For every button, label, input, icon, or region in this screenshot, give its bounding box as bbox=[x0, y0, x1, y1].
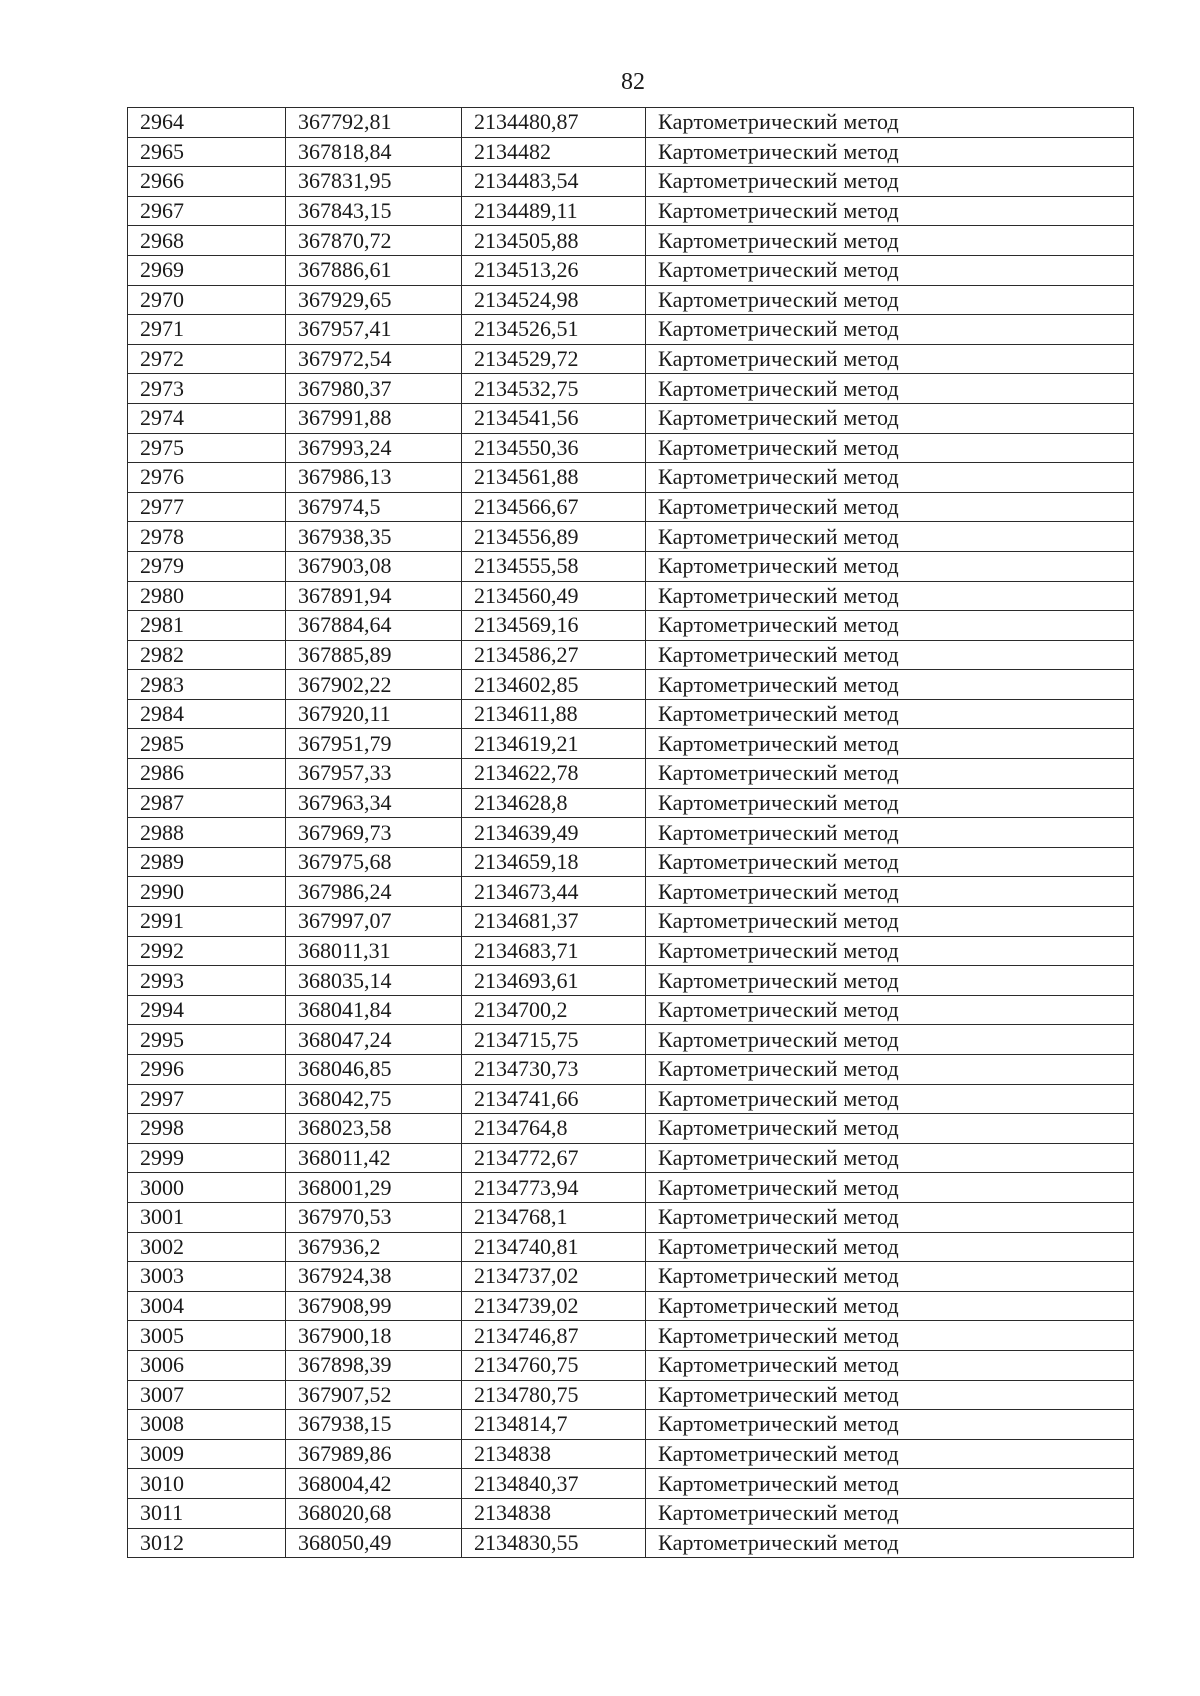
point-number-cell: 2985 bbox=[128, 729, 286, 759]
x-coordinate-cell: 368001,29 bbox=[286, 1173, 462, 1203]
point-number-cell: 2989 bbox=[128, 847, 286, 877]
table-row bbox=[128, 137, 1134, 167]
y-coordinate-cell: 2134541,56 bbox=[462, 403, 646, 433]
y-coordinate-cell: 2134730,73 bbox=[462, 1055, 646, 1085]
table-row bbox=[128, 1410, 1134, 1440]
method-cell: Картометрический метод bbox=[646, 137, 1134, 167]
table-row bbox=[128, 403, 1134, 433]
y-coordinate-cell: 2134619,21 bbox=[462, 729, 646, 759]
table-row bbox=[128, 1528, 1134, 1558]
point-number-cell: 2978 bbox=[128, 522, 286, 552]
x-coordinate-cell: 367989,86 bbox=[286, 1439, 462, 1469]
table-row bbox=[128, 1380, 1134, 1410]
point-number-cell: 3000 bbox=[128, 1173, 286, 1203]
method-cell: Картометрический метод bbox=[646, 1321, 1134, 1351]
method-cell: Картометрический метод bbox=[646, 344, 1134, 374]
table-row bbox=[128, 167, 1134, 197]
y-coordinate-cell: 2134550,36 bbox=[462, 433, 646, 463]
table-row bbox=[128, 433, 1134, 463]
point-number-cell: 2986 bbox=[128, 759, 286, 789]
x-coordinate-cell: 367986,24 bbox=[286, 877, 462, 907]
x-coordinate-cell: 367991,88 bbox=[286, 403, 462, 433]
table-row bbox=[128, 1025, 1134, 1055]
y-coordinate-cell: 2134622,78 bbox=[462, 759, 646, 789]
x-coordinate-cell: 367929,65 bbox=[286, 285, 462, 315]
x-coordinate-cell: 367792,81 bbox=[286, 108, 462, 138]
table-row bbox=[128, 522, 1134, 552]
method-cell: Картометрический метод bbox=[646, 1055, 1134, 1085]
x-coordinate-cell: 367938,35 bbox=[286, 522, 462, 552]
point-number-cell: 2983 bbox=[128, 670, 286, 700]
method-cell: Картометрический метод bbox=[646, 551, 1134, 581]
y-coordinate-cell: 2134740,81 bbox=[462, 1232, 646, 1262]
method-cell: Картометрический метод bbox=[646, 759, 1134, 789]
method-cell: Картометрический метод bbox=[646, 1380, 1134, 1410]
table-row bbox=[128, 226, 1134, 256]
table-row bbox=[128, 1173, 1134, 1203]
x-coordinate-cell: 367907,52 bbox=[286, 1380, 462, 1410]
method-cell: Картометрический метод bbox=[646, 699, 1134, 729]
method-cell: Картометрический метод bbox=[646, 374, 1134, 404]
y-coordinate-cell: 2134840,37 bbox=[462, 1469, 646, 1499]
table-row bbox=[128, 670, 1134, 700]
x-coordinate-cell: 367920,11 bbox=[286, 699, 462, 729]
method-cell: Картометрический метод bbox=[646, 1439, 1134, 1469]
y-coordinate-cell: 2134483,54 bbox=[462, 167, 646, 197]
table-row bbox=[128, 581, 1134, 611]
point-number-cell: 3011 bbox=[128, 1498, 286, 1528]
method-cell: Картометрический метод bbox=[646, 611, 1134, 641]
method-cell: Картометрический метод bbox=[646, 1410, 1134, 1440]
y-coordinate-cell: 2134566,67 bbox=[462, 492, 646, 522]
y-coordinate-cell: 2134693,61 bbox=[462, 966, 646, 996]
point-number-cell: 2982 bbox=[128, 640, 286, 670]
y-coordinate-cell: 2134482 bbox=[462, 137, 646, 167]
point-number-cell: 2973 bbox=[128, 374, 286, 404]
y-coordinate-cell: 2134739,02 bbox=[462, 1291, 646, 1321]
x-coordinate-cell: 367898,39 bbox=[286, 1350, 462, 1380]
table-row bbox=[128, 1498, 1134, 1528]
x-coordinate-cell: 367986,13 bbox=[286, 463, 462, 493]
x-coordinate-cell: 367818,84 bbox=[286, 137, 462, 167]
x-coordinate-cell: 367993,24 bbox=[286, 433, 462, 463]
point-number-cell: 3005 bbox=[128, 1321, 286, 1351]
point-number-cell: 3012 bbox=[128, 1528, 286, 1558]
method-cell: Картометрический метод bbox=[646, 847, 1134, 877]
point-number-cell: 2987 bbox=[128, 788, 286, 818]
table-row bbox=[128, 196, 1134, 226]
table-row bbox=[128, 344, 1134, 374]
x-coordinate-cell: 367902,22 bbox=[286, 670, 462, 700]
point-number-cell: 2988 bbox=[128, 818, 286, 848]
point-number-cell: 2996 bbox=[128, 1055, 286, 1085]
x-coordinate-cell: 368011,31 bbox=[286, 936, 462, 966]
point-number-cell: 2980 bbox=[128, 581, 286, 611]
y-coordinate-cell: 2134838 bbox=[462, 1439, 646, 1469]
y-coordinate-cell: 2134505,88 bbox=[462, 226, 646, 256]
y-coordinate-cell: 2134560,49 bbox=[462, 581, 646, 611]
x-coordinate-cell: 368047,24 bbox=[286, 1025, 462, 1055]
method-cell: Картометрический метод bbox=[646, 463, 1134, 493]
y-coordinate-cell: 2134746,87 bbox=[462, 1321, 646, 1351]
point-number-cell: 2967 bbox=[128, 196, 286, 226]
page-number: 82 bbox=[621, 69, 645, 95]
point-number-cell: 2999 bbox=[128, 1143, 286, 1173]
method-cell: Картометрический метод bbox=[646, 226, 1134, 256]
x-coordinate-cell: 367970,53 bbox=[286, 1202, 462, 1232]
table-row bbox=[128, 492, 1134, 522]
point-number-cell: 3006 bbox=[128, 1350, 286, 1380]
y-coordinate-cell: 2134780,75 bbox=[462, 1380, 646, 1410]
method-cell: Картометрический метод bbox=[646, 818, 1134, 848]
table-row bbox=[128, 1291, 1134, 1321]
point-number-cell: 2998 bbox=[128, 1114, 286, 1144]
table-row bbox=[128, 315, 1134, 345]
x-coordinate-cell: 368020,68 bbox=[286, 1498, 462, 1528]
x-coordinate-cell: 367980,37 bbox=[286, 374, 462, 404]
point-number-cell: 2991 bbox=[128, 907, 286, 937]
method-cell: Картометрический метод bbox=[646, 492, 1134, 522]
table-row bbox=[128, 551, 1134, 581]
table-row bbox=[128, 1232, 1134, 1262]
y-coordinate-cell: 2134628,8 bbox=[462, 788, 646, 818]
point-number-cell: 3009 bbox=[128, 1439, 286, 1469]
y-coordinate-cell: 2134611,88 bbox=[462, 699, 646, 729]
x-coordinate-cell: 367924,38 bbox=[286, 1262, 462, 1292]
x-coordinate-cell: 367843,15 bbox=[286, 196, 462, 226]
method-cell: Картометрический метод bbox=[646, 1469, 1134, 1499]
point-number-cell: 2979 bbox=[128, 551, 286, 581]
table-row bbox=[128, 966, 1134, 996]
table-row bbox=[128, 699, 1134, 729]
x-coordinate-cell: 368042,75 bbox=[286, 1084, 462, 1114]
method-cell: Картометрический метод bbox=[646, 936, 1134, 966]
y-coordinate-cell: 2134768,1 bbox=[462, 1202, 646, 1232]
method-cell: Картометрический метод bbox=[646, 995, 1134, 1025]
x-coordinate-cell: 367936,2 bbox=[286, 1232, 462, 1262]
point-number-cell: 2997 bbox=[128, 1084, 286, 1114]
y-coordinate-cell: 2134683,71 bbox=[462, 936, 646, 966]
y-coordinate-cell: 2134526,51 bbox=[462, 315, 646, 345]
point-number-cell: 2970 bbox=[128, 285, 286, 315]
table-row bbox=[128, 1143, 1134, 1173]
method-cell: Картометрический метод bbox=[646, 788, 1134, 818]
point-number-cell: 2972 bbox=[128, 344, 286, 374]
table-row bbox=[128, 818, 1134, 848]
y-coordinate-cell: 2134556,89 bbox=[462, 522, 646, 552]
y-coordinate-cell: 2134830,55 bbox=[462, 1528, 646, 1558]
x-coordinate-cell: 367951,79 bbox=[286, 729, 462, 759]
table-row bbox=[128, 374, 1134, 404]
method-cell: Картометрический метод bbox=[646, 907, 1134, 937]
table-row bbox=[128, 759, 1134, 789]
x-coordinate-cell: 367903,08 bbox=[286, 551, 462, 581]
table-row bbox=[128, 936, 1134, 966]
table-row bbox=[128, 995, 1134, 1025]
y-coordinate-cell: 2134673,44 bbox=[462, 877, 646, 907]
method-cell: Картометрический метод bbox=[646, 1232, 1134, 1262]
method-cell: Картометрический метод bbox=[646, 167, 1134, 197]
table-row bbox=[128, 729, 1134, 759]
table-row bbox=[128, 1055, 1134, 1085]
table-row bbox=[128, 255, 1134, 285]
x-coordinate-cell: 367957,41 bbox=[286, 315, 462, 345]
point-number-cell: 2992 bbox=[128, 936, 286, 966]
y-coordinate-cell: 2134838 bbox=[462, 1498, 646, 1528]
point-number-cell: 2969 bbox=[128, 255, 286, 285]
x-coordinate-cell: 367891,94 bbox=[286, 581, 462, 611]
x-coordinate-cell: 367957,33 bbox=[286, 759, 462, 789]
method-cell: Картометрический метод bbox=[646, 255, 1134, 285]
method-cell: Картометрический метод bbox=[646, 1025, 1134, 1055]
x-coordinate-cell: 367969,73 bbox=[286, 818, 462, 848]
point-number-cell: 2981 bbox=[128, 611, 286, 641]
x-coordinate-cell: 368004,42 bbox=[286, 1469, 462, 1499]
point-number-cell: 2976 bbox=[128, 463, 286, 493]
method-cell: Картометрический метод bbox=[646, 1291, 1134, 1321]
y-coordinate-cell: 2134561,88 bbox=[462, 463, 646, 493]
x-coordinate-cell: 368035,14 bbox=[286, 966, 462, 996]
point-number-cell: 2974 bbox=[128, 403, 286, 433]
table-row bbox=[128, 788, 1134, 818]
point-number-cell: 2975 bbox=[128, 433, 286, 463]
y-coordinate-cell: 2134737,02 bbox=[462, 1262, 646, 1292]
y-coordinate-cell: 2134586,27 bbox=[462, 640, 646, 670]
method-cell: Картометрический метод bbox=[646, 1262, 1134, 1292]
method-cell: Картометрический метод bbox=[646, 670, 1134, 700]
x-coordinate-cell: 368046,85 bbox=[286, 1055, 462, 1085]
method-cell: Картометрический метод bbox=[646, 640, 1134, 670]
table-row bbox=[128, 640, 1134, 670]
y-coordinate-cell: 2134524,98 bbox=[462, 285, 646, 315]
point-number-cell: 3002 bbox=[128, 1232, 286, 1262]
table-row bbox=[128, 877, 1134, 907]
y-coordinate-cell: 2134659,18 bbox=[462, 847, 646, 877]
point-number-cell: 2977 bbox=[128, 492, 286, 522]
x-coordinate-cell: 368041,84 bbox=[286, 995, 462, 1025]
point-number-cell: 2990 bbox=[128, 877, 286, 907]
table-row bbox=[128, 1202, 1134, 1232]
table-row bbox=[128, 611, 1134, 641]
y-coordinate-cell: 2134700,2 bbox=[462, 995, 646, 1025]
y-coordinate-cell: 2134513,26 bbox=[462, 255, 646, 285]
table-row bbox=[128, 847, 1134, 877]
y-coordinate-cell: 2134532,75 bbox=[462, 374, 646, 404]
method-cell: Картометрический метод bbox=[646, 877, 1134, 907]
x-coordinate-cell: 367997,07 bbox=[286, 907, 462, 937]
y-coordinate-cell: 2134639,49 bbox=[462, 818, 646, 848]
y-coordinate-cell: 2134555,58 bbox=[462, 551, 646, 581]
x-coordinate-cell: 368011,42 bbox=[286, 1143, 462, 1173]
method-cell: Картометрический метод bbox=[646, 1084, 1134, 1114]
x-coordinate-cell: 367885,89 bbox=[286, 640, 462, 670]
x-coordinate-cell: 367870,72 bbox=[286, 226, 462, 256]
method-cell: Картометрический метод bbox=[646, 1173, 1134, 1203]
x-coordinate-cell: 367974,5 bbox=[286, 492, 462, 522]
point-number-cell: 2993 bbox=[128, 966, 286, 996]
table-row bbox=[128, 463, 1134, 493]
method-cell: Картометрический метод bbox=[646, 1498, 1134, 1528]
x-coordinate-cell: 367831,95 bbox=[286, 167, 462, 197]
method-cell: Картометрический метод bbox=[646, 581, 1134, 611]
y-coordinate-cell: 2134741,66 bbox=[462, 1084, 646, 1114]
table-row bbox=[128, 907, 1134, 937]
y-coordinate-cell: 2134569,16 bbox=[462, 611, 646, 641]
coordinates-table-body bbox=[128, 108, 1134, 1558]
y-coordinate-cell: 2134715,75 bbox=[462, 1025, 646, 1055]
x-coordinate-cell: 367908,99 bbox=[286, 1291, 462, 1321]
point-number-cell: 3001 bbox=[128, 1202, 286, 1232]
method-cell: Картометрический метод bbox=[646, 966, 1134, 996]
y-coordinate-cell: 2134480,87 bbox=[462, 108, 646, 138]
point-number-cell: 2971 bbox=[128, 315, 286, 345]
y-coordinate-cell: 2134760,75 bbox=[462, 1350, 646, 1380]
method-cell: Картометрический метод bbox=[646, 1114, 1134, 1144]
x-coordinate-cell: 367886,61 bbox=[286, 255, 462, 285]
point-number-cell: 2965 bbox=[128, 137, 286, 167]
point-number-cell: 2964 bbox=[128, 108, 286, 138]
point-number-cell: 2995 bbox=[128, 1025, 286, 1055]
x-coordinate-cell: 367975,68 bbox=[286, 847, 462, 877]
x-coordinate-cell: 367972,54 bbox=[286, 344, 462, 374]
table-row bbox=[128, 1262, 1134, 1292]
method-cell: Картометрический метод bbox=[646, 522, 1134, 552]
table-row bbox=[128, 108, 1134, 138]
method-cell: Картометрический метод bbox=[646, 1202, 1134, 1232]
method-cell: Картометрический метод bbox=[646, 1350, 1134, 1380]
y-coordinate-cell: 2134814,7 bbox=[462, 1410, 646, 1440]
table-row bbox=[128, 1321, 1134, 1351]
method-cell: Картометрический метод bbox=[646, 433, 1134, 463]
coordinates-table bbox=[127, 107, 1134, 1558]
x-coordinate-cell: 367884,64 bbox=[286, 611, 462, 641]
x-coordinate-cell: 367900,18 bbox=[286, 1321, 462, 1351]
y-coordinate-cell: 2134681,37 bbox=[462, 907, 646, 937]
table-row bbox=[128, 1350, 1134, 1380]
method-cell: Картометрический метод bbox=[646, 315, 1134, 345]
point-number-cell: 3004 bbox=[128, 1291, 286, 1321]
point-number-cell: 3003 bbox=[128, 1262, 286, 1292]
x-coordinate-cell: 368050,49 bbox=[286, 1528, 462, 1558]
table-row bbox=[128, 1469, 1134, 1499]
x-coordinate-cell: 367938,15 bbox=[286, 1410, 462, 1440]
point-number-cell: 3008 bbox=[128, 1410, 286, 1440]
table-row bbox=[128, 285, 1134, 315]
y-coordinate-cell: 2134764,8 bbox=[462, 1114, 646, 1144]
y-coordinate-cell: 2134489,11 bbox=[462, 196, 646, 226]
y-coordinate-cell: 2134602,85 bbox=[462, 670, 646, 700]
method-cell: Картометрический метод bbox=[646, 1143, 1134, 1173]
method-cell: Картометрический метод bbox=[646, 403, 1134, 433]
point-number-cell: 2994 bbox=[128, 995, 286, 1025]
point-number-cell: 2966 bbox=[128, 167, 286, 197]
y-coordinate-cell: 2134772,67 bbox=[462, 1143, 646, 1173]
point-number-cell: 3010 bbox=[128, 1469, 286, 1499]
method-cell: Картометрический метод bbox=[646, 1528, 1134, 1558]
table-row bbox=[128, 1114, 1134, 1144]
x-coordinate-cell: 367963,34 bbox=[286, 788, 462, 818]
table-row bbox=[128, 1439, 1134, 1469]
method-cell: Картометрический метод bbox=[646, 285, 1134, 315]
x-coordinate-cell: 368023,58 bbox=[286, 1114, 462, 1144]
point-number-cell: 2984 bbox=[128, 699, 286, 729]
method-cell: Картометрический метод bbox=[646, 196, 1134, 226]
method-cell: Картометрический метод bbox=[646, 108, 1134, 138]
y-coordinate-cell: 2134773,94 bbox=[462, 1173, 646, 1203]
method-cell: Картометрический метод bbox=[646, 729, 1134, 759]
y-coordinate-cell: 2134529,72 bbox=[462, 344, 646, 374]
table-row bbox=[128, 1084, 1134, 1114]
point-number-cell: 2968 bbox=[128, 226, 286, 256]
point-number-cell: 3007 bbox=[128, 1380, 286, 1410]
